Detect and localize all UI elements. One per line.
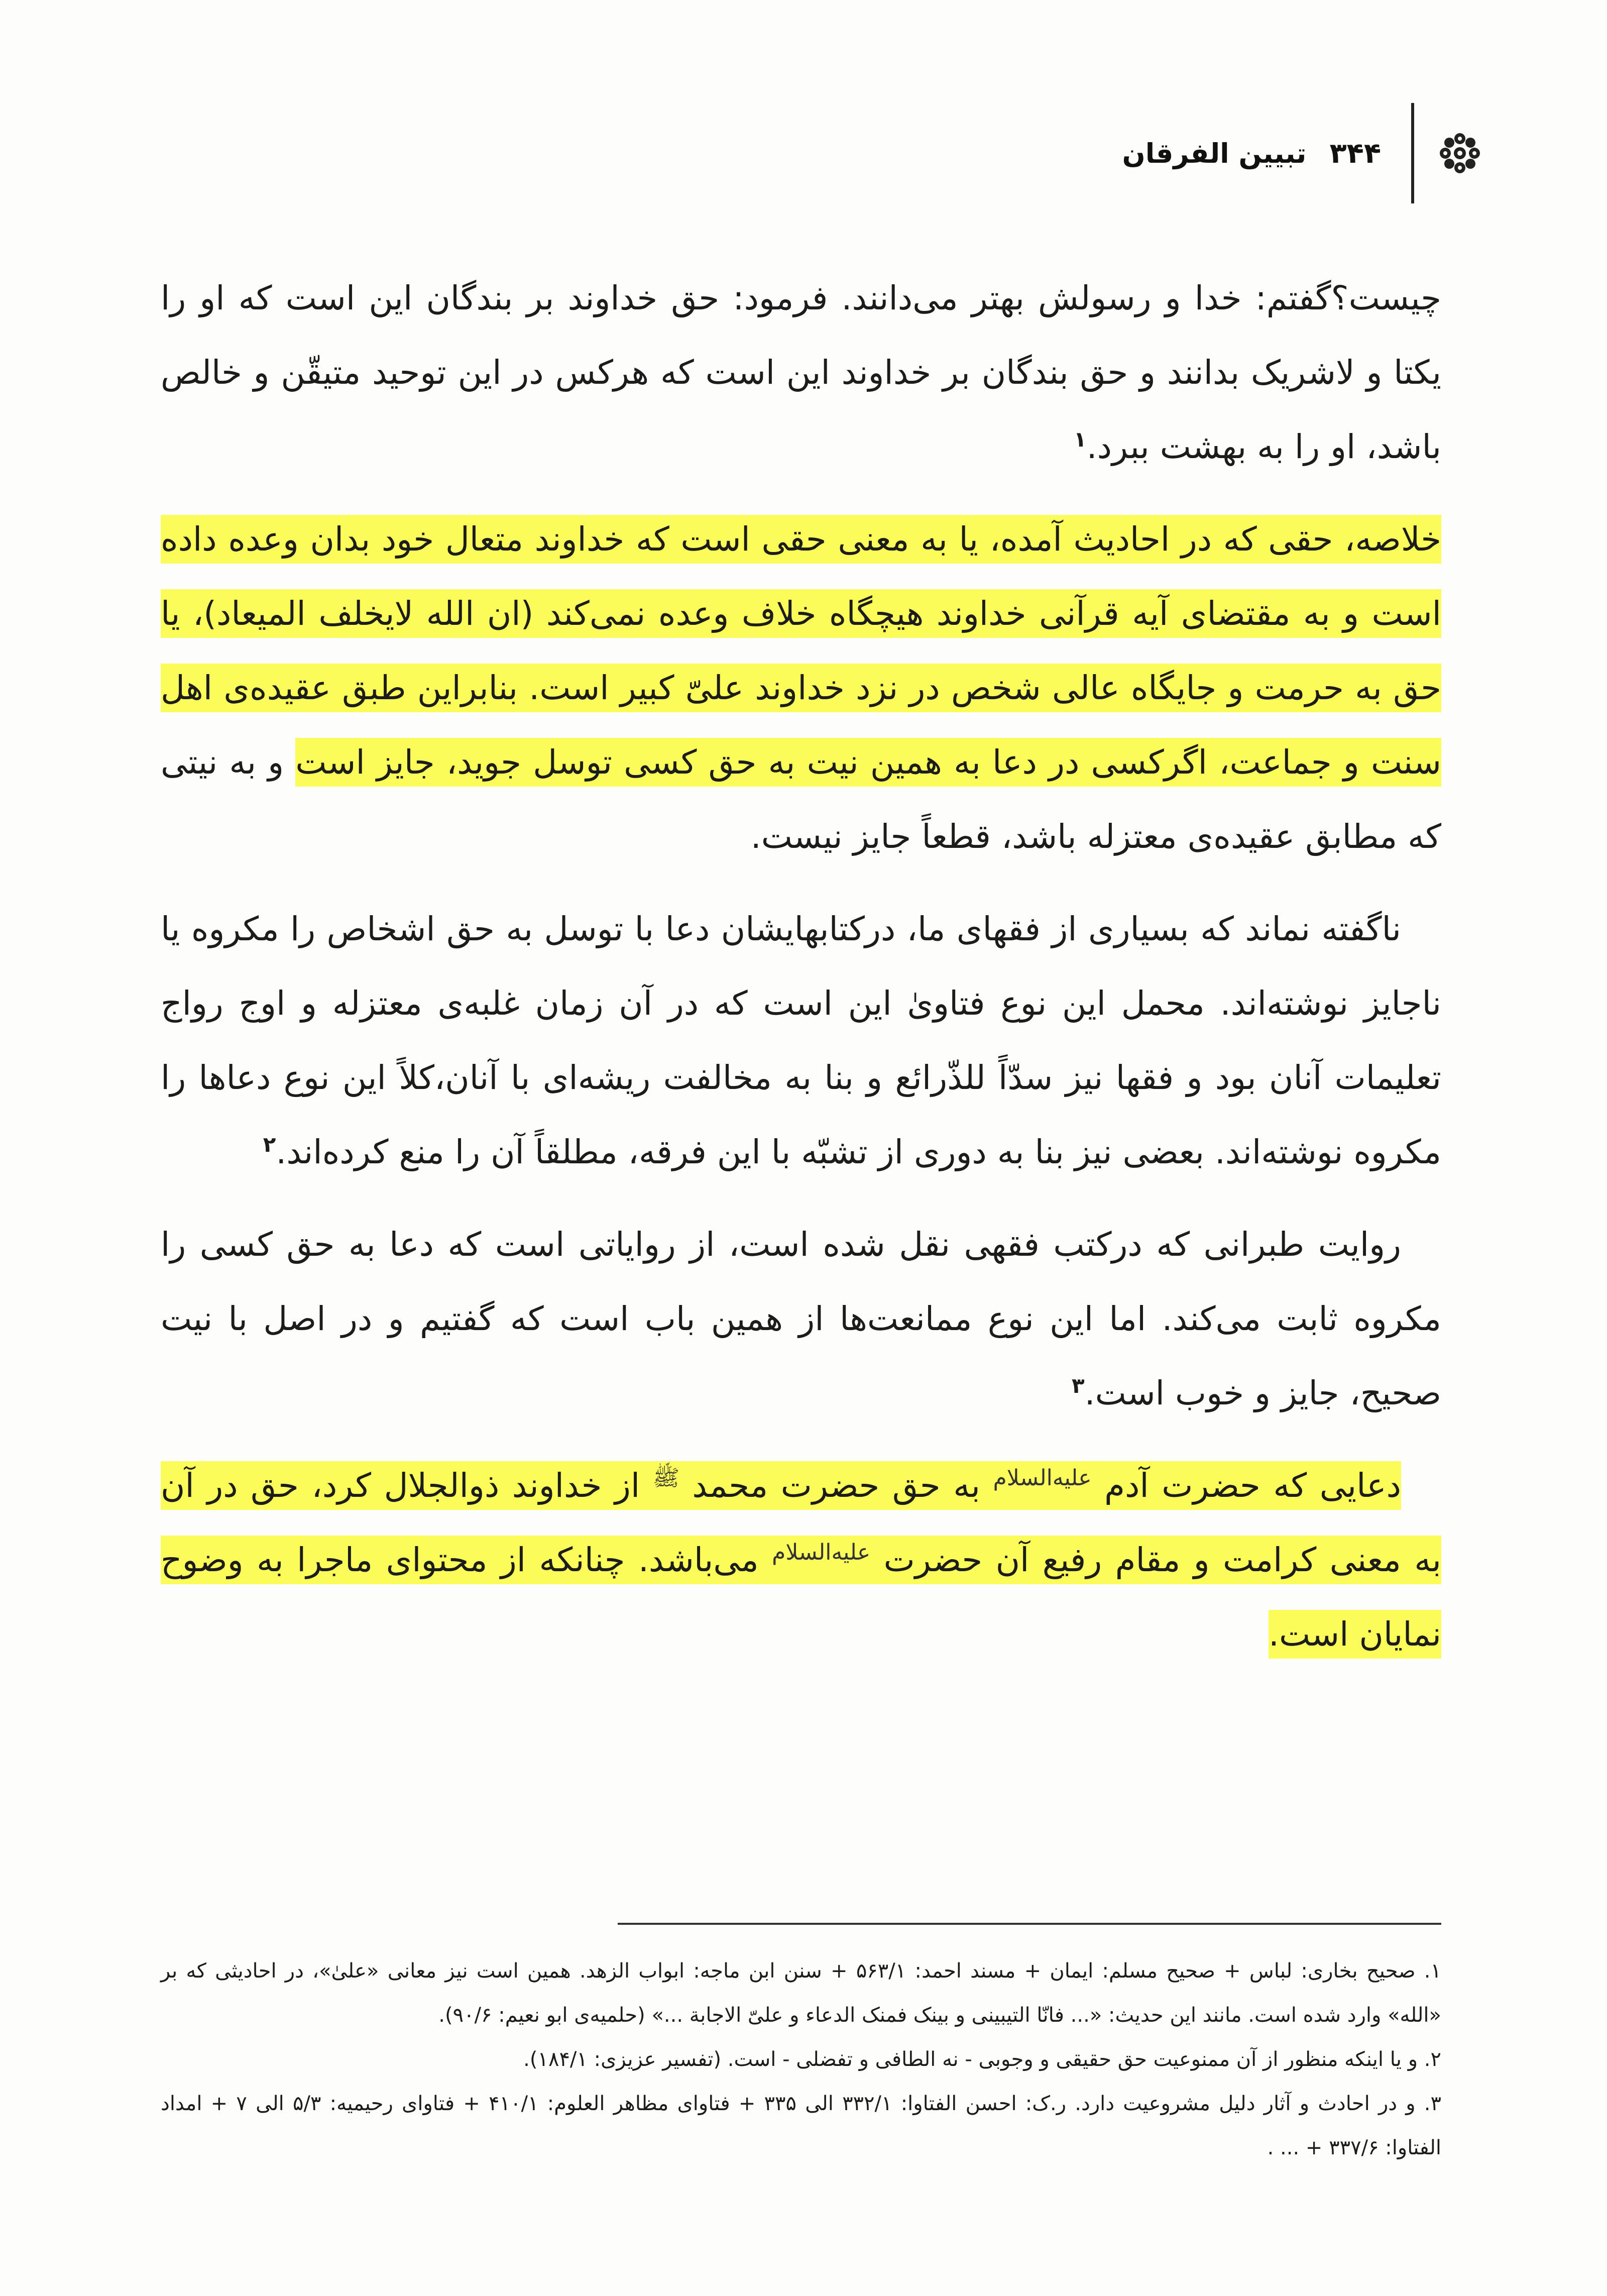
highlighted-passage-2 [161, 1461, 1441, 1659]
footnote-1: ۱. صحیح بخاری: لباس + صحیح مسلم: ایمان + مسند احمد: ۵۶۳/۱ + سنن ابن ماجه: ابواب الزهد. همین است نیز معانی «علیٰ»، در احادیثی که بر «الله» وارد شده است. مانند این حدیث: «... فانّا التیبینی و بینک فمنک الدعاء و علیّ الاجابة ...» (حلمیه‌ی ابو نعیم: ۹۰/۶). [161, 1959, 1441, 2027]
footnote-3: ۳. و در احادث و آثار دلیل مشروعیت دارد. ر.ک: احسن الفتاوا: ۳۳۲/۱ الی ۳۳۵ + فتاوای مظاهر العلوم: ۴۱۰/۱ + فتاوای رحیمیه: ۵/۳ الی ۷ + امداد الفتاوا: ۳۳۷/۶ + ... . [161, 2092, 1442, 2159]
paragraph-1 [161, 261, 1441, 484]
footnote-2: ۲. و یا اینکه منظور از آن ممنوعیت حق حقیقی و وجوبی - نه الطافی و تفضلی - است. (تفسیر عزیزی: ۱۸۴/۱). [523, 2048, 1441, 2071]
page-header [1122, 103, 1481, 203]
paragraph-5-part-d: می‌باشد. چنانکه از محتوای ماجرا به وضوح نمایان است. [161, 1541, 1441, 1654]
highlighted-passage-1: خلاصه، حقی که در احادیث آمده، یا به معنی حقی است که خداوند متعال خود بدان وعده داده است و به مقتضای آیه قرآنی خداوند هیچگاه خلاف وعده نمی‌کند (ان الله لایخلف المیعاد)، یا حق به حرمت و جایگاه عالی شخص در نزد خداوند علیّ کبیر است. بنابراین طبق عقیده‌ی اهل سنت و جماعت، اگرکسی در دعا به همین نیت به حق کسی توسل جوید، جایز است [161, 515, 1441, 787]
paragraph-5-part-c: از خداوند ذوالجلال کرد، حق در آن به معنی کرامت و مقام رفیع آن حضرت [161, 1466, 1442, 1579]
paragraph-2 [161, 502, 1441, 874]
paragraph-2-rest: و به نیتی که مطابق عقیده‌ی معتزله باشد، قطعاً جایز نیست. [161, 743, 1441, 856]
honorific-alayhi-2: عليه‌السلام [772, 1540, 871, 1565]
book-title: تبیین الفرقان [1122, 137, 1307, 169]
flower-ornament-icon [1438, 132, 1481, 175]
honorific-salla: ﷺ [652, 1465, 679, 1491]
paragraph-5-part-a: دعایی که حضرت آدم [1091, 1466, 1401, 1505]
paragraph-1-text: چیست؟گفتم: خدا و رسولش بهتر می‌دانند. فرمود: حق خداوند بر بندگان این است که او را یکتا و لاشریک بدانند و حق بندگان بر خداوند این است که هرکس در این توحید متیقّن و خالص باشد، او را به بهشت ببرد. [161, 279, 1441, 466]
honorific-alayhi-1: عليه‌السلام [993, 1465, 1092, 1491]
paragraph-3 [161, 892, 1441, 1189]
footnote-ref-2[interactable]: ۲ [263, 1132, 276, 1157]
paragraph-5 [161, 1449, 1441, 1672]
paragraph-4-text: روایت طبرانی که درکتب فقهی نقل شده است، از روایاتی است که دعا به حق کسی را مکروه ثابت می‌کند. اما این نوع ممانعت‌ها از همین باب است که گفتیم و در اصل با نیت صحیح، جایز و خوب است. [161, 1225, 1441, 1412]
page-number: ۳۴۴ [1329, 137, 1381, 170]
footnote-ref-1[interactable]: ۱ [1074, 427, 1087, 452]
main-text [161, 261, 1441, 1690]
paragraph-5-part-b: به حق حضرت محمد [679, 1466, 993, 1505]
footnote-ref-3[interactable]: ۳ [1071, 1373, 1085, 1398]
footnote-divider [618, 1923, 1441, 1925]
footnotes [161, 1949, 1441, 2170]
header-divider [1411, 103, 1414, 203]
paragraph-3-text: ناگفته نماند که بسیاری از فقهای ما، درکتابهایشان دعا با توسل به حق اشخاص را مکروه یا ناجایز نوشته‌اند. محمل این نوع فتاویٰ این است که در آن زمان غلبه‌ی معتزله و اوج رواج تعلیمات آنان بود و فقها نیز سدّاً للذّرائع و بنا به مخالفت ریشه‌ای با آنان،کلاً این نوع دعاها را مکروه نوشته‌اند. بعضی نیز بنا به دوری از تشبّه با این فرقه، مطلقاً آن را منع کرده‌اند. [161, 910, 1441, 1171]
paragraph-4 [161, 1208, 1441, 1431]
